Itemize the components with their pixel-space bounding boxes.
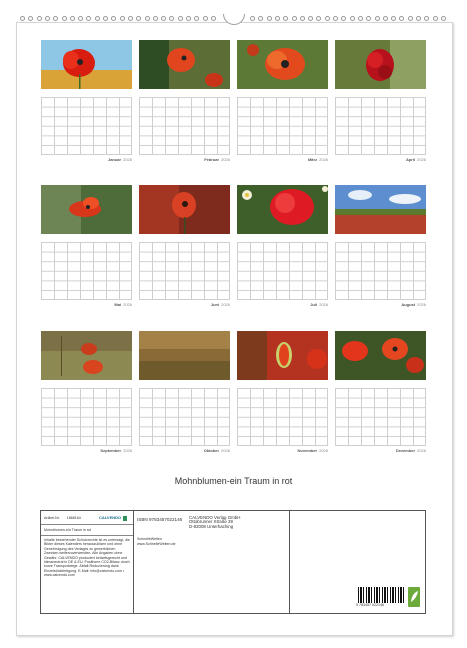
month-photo	[237, 40, 328, 89]
binding-ring	[153, 16, 158, 21]
month-photo	[139, 331, 230, 380]
binding-ring	[120, 16, 125, 21]
month-year: 2026	[123, 302, 132, 307]
month-name: Juni	[210, 302, 220, 307]
binding-ring	[161, 16, 166, 21]
binding-ring	[300, 16, 305, 21]
month-day-grid	[335, 97, 426, 155]
month-name: Februar	[204, 157, 220, 162]
month-photo	[41, 185, 132, 234]
binding-ring	[211, 16, 216, 21]
calendar-title: Mohnblumen-ein Traum in rot	[174, 476, 293, 486]
binding-ring	[333, 16, 338, 21]
binding-ring	[250, 16, 255, 21]
binding-ring	[375, 16, 380, 21]
binding-ring	[169, 16, 174, 21]
month-year: 2026	[417, 157, 426, 162]
month-name: September	[100, 448, 122, 453]
month-day-grid	[41, 97, 132, 155]
binding-ring	[53, 16, 58, 21]
binding-ring	[399, 16, 404, 21]
binding-ring	[37, 16, 42, 21]
month-november	[237, 331, 328, 453]
info-right-column	[290, 511, 425, 613]
month-märz	[237, 40, 328, 162]
month-year: 2026	[221, 302, 230, 307]
binding-ring	[203, 16, 208, 21]
website: www.SchnelleWelten.de	[137, 542, 176, 546]
month-label	[298, 448, 328, 453]
month-name: Januar	[107, 157, 122, 162]
month-year: 2026	[221, 157, 230, 162]
eco-badge	[408, 587, 420, 607]
month-label	[396, 448, 426, 453]
binding-ring	[292, 16, 297, 21]
binding-ring	[258, 16, 263, 21]
month-name: Dezember	[395, 448, 416, 453]
month-dezember	[335, 331, 426, 453]
month-photo	[335, 331, 426, 380]
month-label	[401, 302, 426, 307]
month-year: 2026	[319, 302, 328, 307]
binding-ring	[103, 16, 108, 21]
month-name: April	[405, 157, 416, 162]
binding-ring	[86, 16, 91, 21]
binding-ring	[416, 16, 421, 21]
brand-logo-mark	[123, 516, 127, 521]
month-photo	[237, 331, 328, 380]
publisher-city: D-82008 Unterhaching	[189, 523, 234, 529]
info-middle-column	[134, 511, 290, 613]
month-label	[204, 448, 230, 453]
month-day-grid	[335, 388, 426, 446]
binding-ring	[267, 16, 272, 21]
month-day-grid	[237, 388, 328, 446]
article-number: 1868164	[66, 516, 81, 520]
month-label	[100, 448, 132, 453]
publisher-street: Ottobrunner Straße 39	[189, 519, 233, 525]
binding-ring	[136, 16, 141, 21]
binding-ring	[441, 16, 446, 21]
binding-ring	[275, 16, 280, 21]
month-juli	[237, 185, 328, 307]
binding-ring	[186, 16, 191, 21]
publisher-name: CALVENDO Verlag GmbH	[189, 515, 241, 520]
month-photo	[41, 331, 132, 380]
month-september	[41, 331, 132, 453]
month-name: Juli	[310, 302, 318, 307]
binding-ring	[350, 16, 355, 21]
isbn: ISBN 9783457022146	[137, 517, 183, 522]
month-year: 2026	[319, 157, 328, 162]
month-april	[335, 40, 426, 162]
month-day-grid	[237, 242, 328, 300]
month-label	[114, 302, 132, 307]
binding-ring	[283, 16, 288, 21]
binding-ring	[78, 16, 83, 21]
binding-ring	[178, 16, 183, 21]
binding-ring	[62, 16, 67, 21]
month-juni	[139, 185, 230, 307]
month-year: 2026	[319, 448, 328, 453]
month-name: Mai	[114, 302, 122, 307]
barcode-digits: 9 783457 022146	[356, 603, 384, 607]
month-day-grid	[139, 242, 230, 300]
barcode	[358, 587, 404, 603]
month-name: November	[297, 448, 318, 453]
month-day-grid	[41, 242, 132, 300]
month-februar	[139, 40, 230, 162]
month-photo	[41, 40, 132, 89]
month-photo	[237, 185, 328, 234]
month-januar	[41, 40, 132, 162]
binding-ring	[408, 16, 413, 21]
binding-ring	[391, 16, 396, 21]
month-label	[204, 157, 230, 162]
month-mai	[41, 185, 132, 307]
binding-ring	[341, 16, 346, 21]
month-label	[308, 157, 328, 162]
month-photo	[139, 40, 230, 89]
binding-ring	[358, 16, 363, 21]
article-label: Artikel-Nr.	[44, 516, 60, 520]
month-oktober	[139, 331, 230, 453]
month-photo	[335, 40, 426, 89]
binding-ring	[28, 16, 33, 21]
binding-ring	[45, 16, 50, 21]
month-day-grid	[139, 388, 230, 446]
month-label	[108, 157, 132, 162]
binding-ring	[111, 16, 116, 21]
binding-ring	[128, 16, 133, 21]
month-name: August	[401, 302, 416, 307]
month-year: 2026	[417, 302, 426, 307]
legal-text: Inhalte bestehender Schutzrechte ist es untersagt, die Bilder dieses Kalenders herauszulösen und ohne Genehmigung des Verlages zu gewerblichen Zwecken weiterzuverwenden. Alle Angaben ohne Gewähr. CALVENDO produziert bedarfsgerecht und klimaneutral in DE & EU. Positivere CO2-Bilanz durch kurze Transportwege. Abfall-Reduzierung dank Einzelstückfertigung. E-Mail: info@calvendo.com • www.calvendo.com	[44, 538, 130, 578]
binding-ring	[20, 16, 25, 21]
binding-ring	[70, 16, 75, 21]
binding-ring	[433, 16, 438, 21]
month-label	[310, 302, 328, 307]
month-year: 2026	[123, 157, 132, 162]
month-name: März	[307, 157, 318, 162]
binding-ring	[383, 16, 388, 21]
month-day-grid	[237, 97, 328, 155]
month-year: 2026	[123, 448, 132, 453]
binding-ring	[194, 16, 199, 21]
month-year: 2026	[417, 448, 426, 453]
month-day-grid	[139, 97, 230, 155]
website-label: SchnelleWelten	[137, 537, 162, 541]
brand-logo: CALVENDO	[99, 515, 122, 520]
month-label	[211, 302, 230, 307]
month-label	[406, 157, 426, 162]
info-box	[40, 510, 426, 614]
month-photo	[335, 185, 426, 234]
month-photo	[139, 185, 230, 234]
binding-ring	[95, 16, 100, 21]
binding-ring	[424, 16, 429, 21]
binding-ring	[308, 16, 313, 21]
month-year: 2026	[221, 448, 230, 453]
month-name: Oktober	[203, 448, 220, 453]
binding-ring	[316, 16, 321, 21]
info-left-column	[41, 511, 134, 613]
month-august	[335, 185, 426, 307]
binding-ring	[366, 16, 371, 21]
product-title: Mohnblumen-ein Traum in rot	[44, 528, 91, 532]
month-day-grid	[335, 242, 426, 300]
binding-ring	[325, 16, 330, 21]
binding-ring	[145, 16, 150, 21]
month-day-grid	[41, 388, 132, 446]
